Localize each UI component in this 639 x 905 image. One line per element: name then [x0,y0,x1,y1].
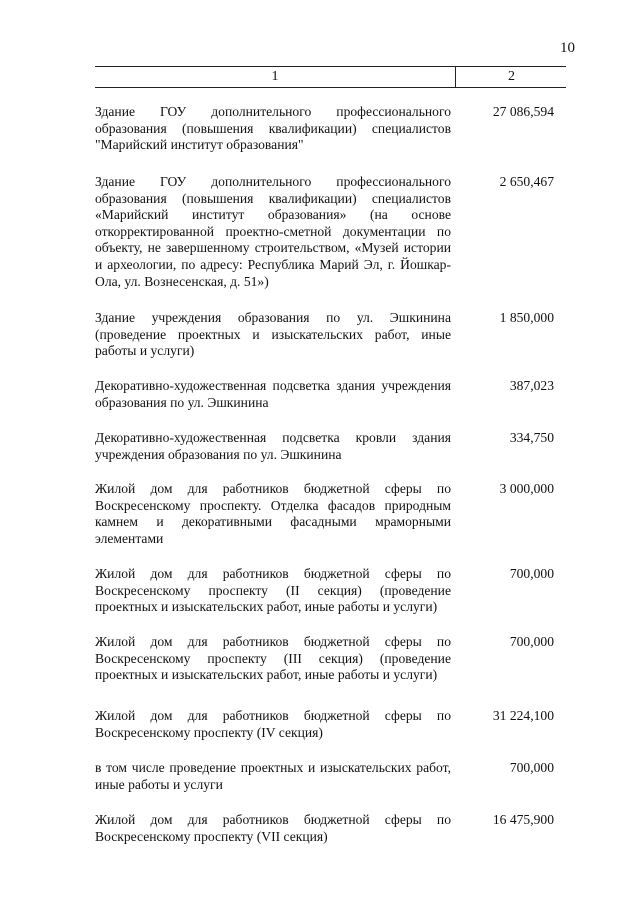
row-description: в том числе проведение проектных и изыскательских работ, иные работы и услуги [95,760,451,792]
row-description: Декоративно-художественная подсветка кровли здания учреждения образования по ул. Эшкинина [95,430,451,462]
row-amount: 700,000 [509,760,554,775]
row-amount: 387,023 [509,378,554,393]
row-amount: 334,750 [509,430,554,445]
row-amount: 3 000,000 [499,481,554,496]
row-description: Декоративно-художественная подсветка здания учреждения образования по ул. Эшкинина [95,378,451,410]
row-amount: 27 086,594 [492,104,554,119]
row-description: Жилой дом для работников бюджетной сферы по Воскресенскому проспекту (II секция) (проведение проектных и изыскательских работ, иные работы и услуги) [95,566,451,615]
row-description: Жилой дом для работников бюджетной сферы по Воскресенскому проспекту (IV секция) [95,708,451,740]
row-amount: 700,000 [509,566,554,581]
row-amount: 700,000 [509,634,554,649]
row-description: Здание ГОУ дополнительного профессионального образования (повышения квалификации) специалистов «Марийский институт образования» (на основе откорректированной проектно-сметной документации по объекту, не завершенному строительством, «Музей истории и археологии, по адресу: Республика Марий Эл, г. Йошкар-Ола, ул. Вознесенская, д. 51») [95,174,451,289]
row-amount: 1 850,000 [499,310,554,325]
table-header [95,66,566,88]
row-description: Здание ГОУ дополнительного профессионального образования (повышения квалификации) специалистов "Марийский институт образования" [95,104,451,153]
table-header-col1: 1 [271,69,279,84]
page-number: 10 [560,40,575,56]
row-description: Здание учреждения образования по ул. Эшкинина (проведение проектных и изыскательских работ, иные работы и услуги) [95,310,451,359]
row-description: Жилой дом для работников бюджетной сферы по Воскресенскому проспекту. Отделка фасадов природным камнем и декоративными фасадными мраморными элементами [95,481,451,546]
column-divider [455,66,456,87]
row-description: Жилой дом для работников бюджетной сферы по Воскресенскому проспекту (III секция) (проведение проектных и изыскательских работ, иные работы и услуги) [95,634,451,683]
row-amount: 16 475,900 [492,812,554,827]
row-amount: 31 224,100 [492,708,554,723]
row-description: Жилой дом для работников бюджетной сферы по Воскресенскому проспекту (VII секция) [95,812,451,844]
row-amount: 2 650,467 [499,174,554,189]
table-header-col2: 2 [508,69,515,84]
